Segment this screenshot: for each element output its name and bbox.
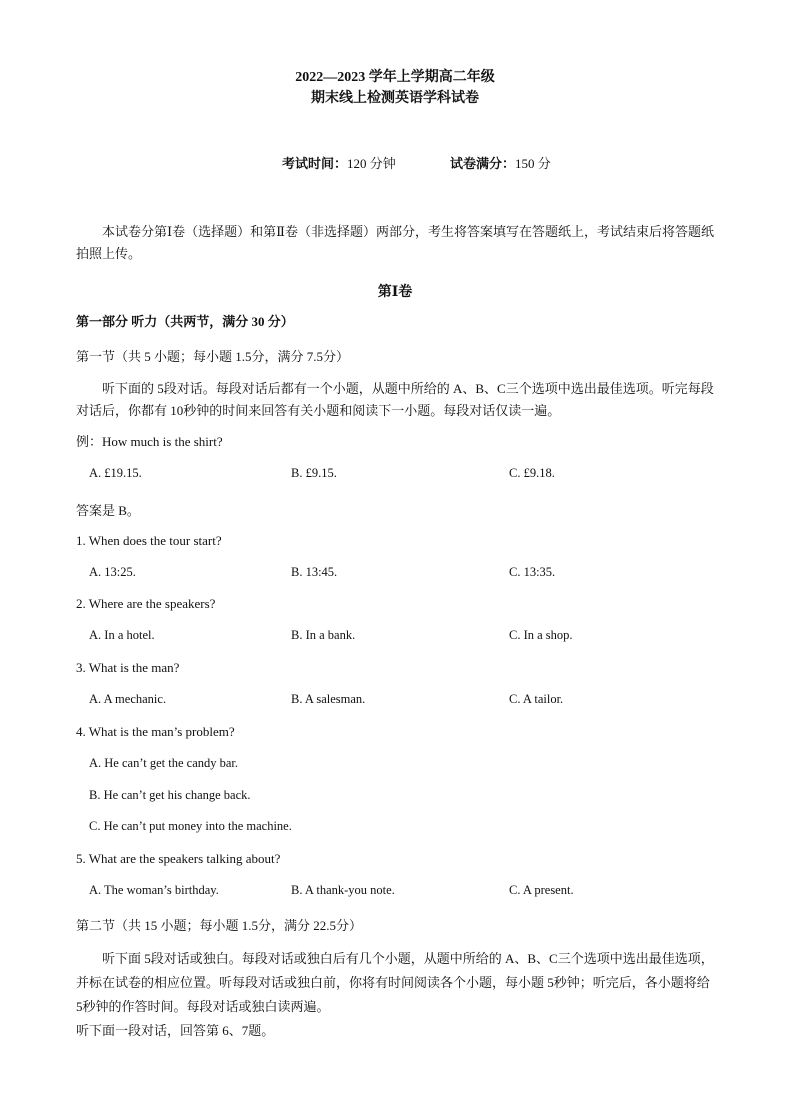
exam-title-line2: 期末线上检测英语学科试卷 bbox=[311, 91, 479, 106]
section1-instructions: 听下面的 5段对话。每段对话后都有一个小题，从题中所给的 A、B、C三个选项中选出最佳选项。听完每段对话后，你都有 10秒钟的时间来回答有关小题和阅读下一小题。每段对话仅读一遍。 bbox=[76, 381, 714, 418]
section1-title: 第一节（共 5 小题；每小题 1.5分，满分 7.5分） bbox=[76, 349, 350, 364]
question-option-c: C. A present. bbox=[509, 883, 574, 897]
example-option-b: B. £9.15. bbox=[291, 466, 337, 480]
intro-paragraph: 本试卷分第Ⅰ卷（选择题）和第Ⅱ卷（非选择题）两部分，考生将答案填写在答题纸上，考试结束后将答题纸拍照上传。 bbox=[76, 224, 714, 261]
question-option-b: B. A thank-you note. bbox=[291, 883, 395, 897]
question-option-b: B. 13:45. bbox=[291, 565, 338, 579]
question-stem: 5. What are the speakers talking about? bbox=[76, 851, 281, 866]
example-question: 例：How much is the shirt? bbox=[76, 434, 223, 449]
exam-time bbox=[282, 153, 396, 172]
example-option-a: A. £19.15. bbox=[89, 466, 142, 480]
question-option-a: A. 13:25. bbox=[89, 565, 136, 579]
exam-title-line1: 2022—2023 学年上学期高二年级 bbox=[295, 70, 495, 85]
question-option-a: A. A mechanic. bbox=[89, 692, 167, 706]
question-option-a: A. He can’t get the candy bar. bbox=[89, 756, 239, 770]
question-option-c: C. 13:35. bbox=[509, 565, 556, 579]
question-option-c: C. He can’t put money into the machine. bbox=[89, 819, 292, 833]
section2-instructions: 听下面 5段对话或独白。每段对话或独白后有几个小题，从题中所给的 A、B、C三个选项中选出最佳选项，并标在试卷的相应位置。听每段对话或独白前，你将有时间阅读各个小题，每小题 5秒钟；听完后，各小题将给 5秒钟的作答时间。每段对话或独白读两遍。 bbox=[76, 951, 714, 1014]
question-stem: 2. Where are the speakers? bbox=[76, 596, 216, 611]
section2-next: 听下面一段对话，回答第 6、7题。 bbox=[76, 1023, 275, 1038]
question-stem: 3. What is the man? bbox=[76, 660, 180, 675]
exam-score-label: 试卷满分： bbox=[450, 156, 516, 171]
question-option-a: A. In a hotel. bbox=[89, 628, 155, 642]
question-option-b: B. A salesman. bbox=[291, 692, 366, 706]
example-option-c: C. £9.18. bbox=[509, 466, 555, 480]
exam-score-value: 150 分 bbox=[515, 156, 551, 171]
question-option-c: C. In a shop. bbox=[509, 628, 573, 642]
part1-title: 第一部分 听力（共两节，满分 30 分） bbox=[76, 314, 294, 329]
volume-title: 第Ⅰ卷 bbox=[377, 285, 413, 300]
exam-time-label: 考试时间： bbox=[282, 156, 348, 171]
section2-title: 第二节（共 15 小题；每小题 1.5分，满分 22.5分） bbox=[76, 918, 363, 933]
question-option-c: C. A tailor. bbox=[509, 692, 564, 706]
question-option-b: B. He can’t get his change back. bbox=[89, 788, 251, 802]
question-option-b: B. In a bank. bbox=[291, 628, 356, 642]
question-stem: 4. What is the man’s problem? bbox=[76, 724, 235, 739]
exam-score bbox=[450, 153, 551, 172]
question-stem: 1. When does the tour start? bbox=[76, 533, 222, 548]
question-option-a: A. The woman’s birthday. bbox=[89, 883, 219, 897]
example-answer: 答案是 B。 bbox=[76, 503, 140, 518]
exam-time-value: 120 分钟 bbox=[347, 156, 396, 171]
